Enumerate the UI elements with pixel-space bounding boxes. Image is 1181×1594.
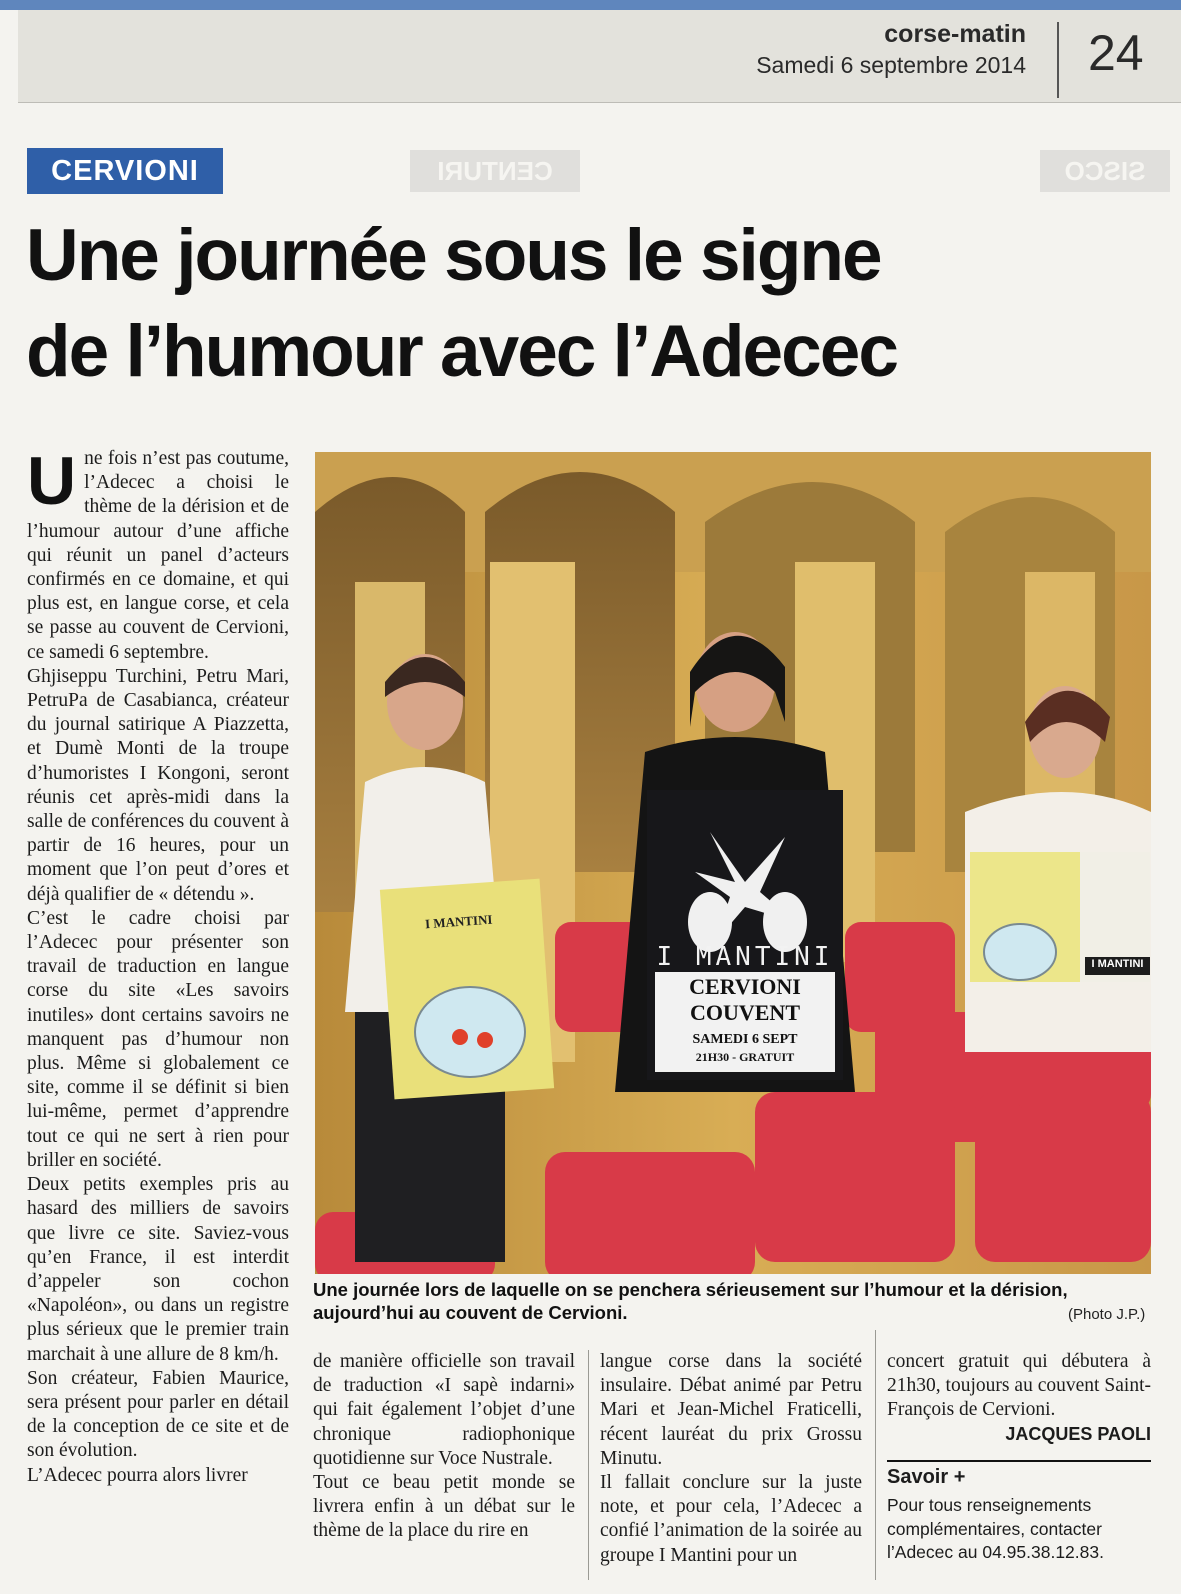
poster-left-title: I MANTINI: [424, 911, 493, 932]
headline: [26, 208, 1166, 400]
column-rule: [588, 1350, 589, 1580]
article-column-4: [887, 1350, 1151, 1423]
newspaper-name: corse-matin: [884, 20, 1026, 48]
poster-right-title: I MANTINI: [1091, 958, 1144, 970]
article-column-3: [600, 1350, 862, 1568]
top-color-bar: [0, 0, 1181, 10]
paragraph: C’est le cadre choisi par l’Adecec pour présenter son travail de traduction en langue corse du site «Les savoirs inutiles» dont certains savoirs ne manquent pas d’humour non plus. Même si globalement ce site, comme il se définit si bien lui-même, permet d’apprendre tout ce qui ne sert à rien pour briller en société.: [27, 907, 289, 1171]
paragraph: Il fallait conclure sur la juste note, et pour cela, l’Adecec a confié l’animation de la soirée au groupe I Mantini pour un: [600, 1472, 862, 1566]
paragraph: Son créateur, Fabien Maurice, sera présent pour parler en détail de la conception de ce site et de son évolution.: [27, 1367, 289, 1462]
ghost-tag-sisco: SISCO: [1040, 150, 1170, 192]
article-column-1: [27, 443, 289, 1488]
poster-center-line-4: 21H30 - GRATUIT: [695, 1050, 795, 1064]
article-photo: [315, 452, 1151, 1274]
header-separator: [1057, 22, 1059, 98]
paragraph: Tout ce beau petit monde se livrera enfin à un débat sur le thème de la place du rire en: [313, 1472, 575, 1542]
poster-center-line-1: CERVIONI: [689, 974, 801, 999]
info-box-rule: [887, 1460, 1151, 1462]
poster-center-band: I MANTINI: [656, 942, 834, 972]
photo-credit: (Photo J.P.): [1068, 1306, 1146, 1323]
paragraph: de manière officielle son travail de traduction «I sapè indarni» qui fait également l’objet d’une chronique radiophonique quotidienne sur Voce Nustrale.: [313, 1351, 575, 1469]
headline-line-2: de l’humour avec l’Adecec: [26, 311, 897, 392]
section-tag: CERVIONI: [27, 148, 223, 194]
photo-illustration: [315, 452, 1151, 1274]
paragraph: L’Adecec pourra alors livrer: [27, 1464, 248, 1486]
publication-date: Samedi 6 septembre 2014: [756, 52, 1026, 78]
paragraph: concert gratuit qui débutera à 21h30, toujours au couvent Saint-François de Cervioni.: [887, 1351, 1151, 1421]
poster-center-line-3: SAMEDI 6 SEPT: [692, 1032, 798, 1047]
info-box-body: Pour tous renseignements complémentaires, contacter l’Adecec au 04.95.38.12.83.: [887, 1495, 1104, 1562]
article-column-2: [313, 1350, 575, 1544]
column-rule: [875, 1330, 876, 1580]
ghost-tag-centuri: CENTURI: [410, 150, 580, 192]
drop-cap: U: [27, 443, 77, 519]
headline-line-1: Une journée sous le signe: [26, 215, 881, 296]
author-byline: JACQUES PAOLI: [1005, 1424, 1151, 1444]
paragraph: langue corse dans la société insulaire. Débat animé par Petru Mari et Jean-Michel Fraticelli, récent lauréat du prix Grossu Minutu.: [600, 1351, 862, 1469]
paragraph: ne fois n’est pas coutume, l’Adecec a choisi le thème de la dérision et de l’humour autour d’une affiche qui réunit un panel d’acteurs confirmés en ce domaine, et qui plus est, en langue corse, et cela se passe au couvent de Cervioni, ce samedi 6 septembre.: [27, 448, 289, 663]
photo-caption: Une journée lors de laquelle on se penchera sérieusement sur l’humour et la dérision, aujourd’hui au couvent de Cervioni.: [313, 1279, 1068, 1323]
page-number: 24: [1088, 25, 1144, 81]
paragraph: Deux petits exemples pris au hasard des milliers de savoirs que livre ce site. Saviez-vous qu’en France, il est interdit d’appeler son cochon «Napoléon», ou dans un registre plus sérieux que le premier train marchait à une allure de 8 km/h.: [27, 1174, 289, 1365]
poster-center-line-2: COUVENT: [689, 1000, 800, 1025]
paragraph: Ghjiseppu Turchini, Petru Mari, PetruPa de Casabianca, créateur du journal satirique A Piazzetta, et Dumè Monti de la troupe d’humoristes I Kongoni, seront réunis cet après-midi dans la salle de conférences du couvent à partir de 16 heures, pour un moment que l’on peut d’ores et déjà qualifier de « détendu ».: [27, 665, 289, 905]
info-box-title: Savoir +: [887, 1466, 966, 1488]
